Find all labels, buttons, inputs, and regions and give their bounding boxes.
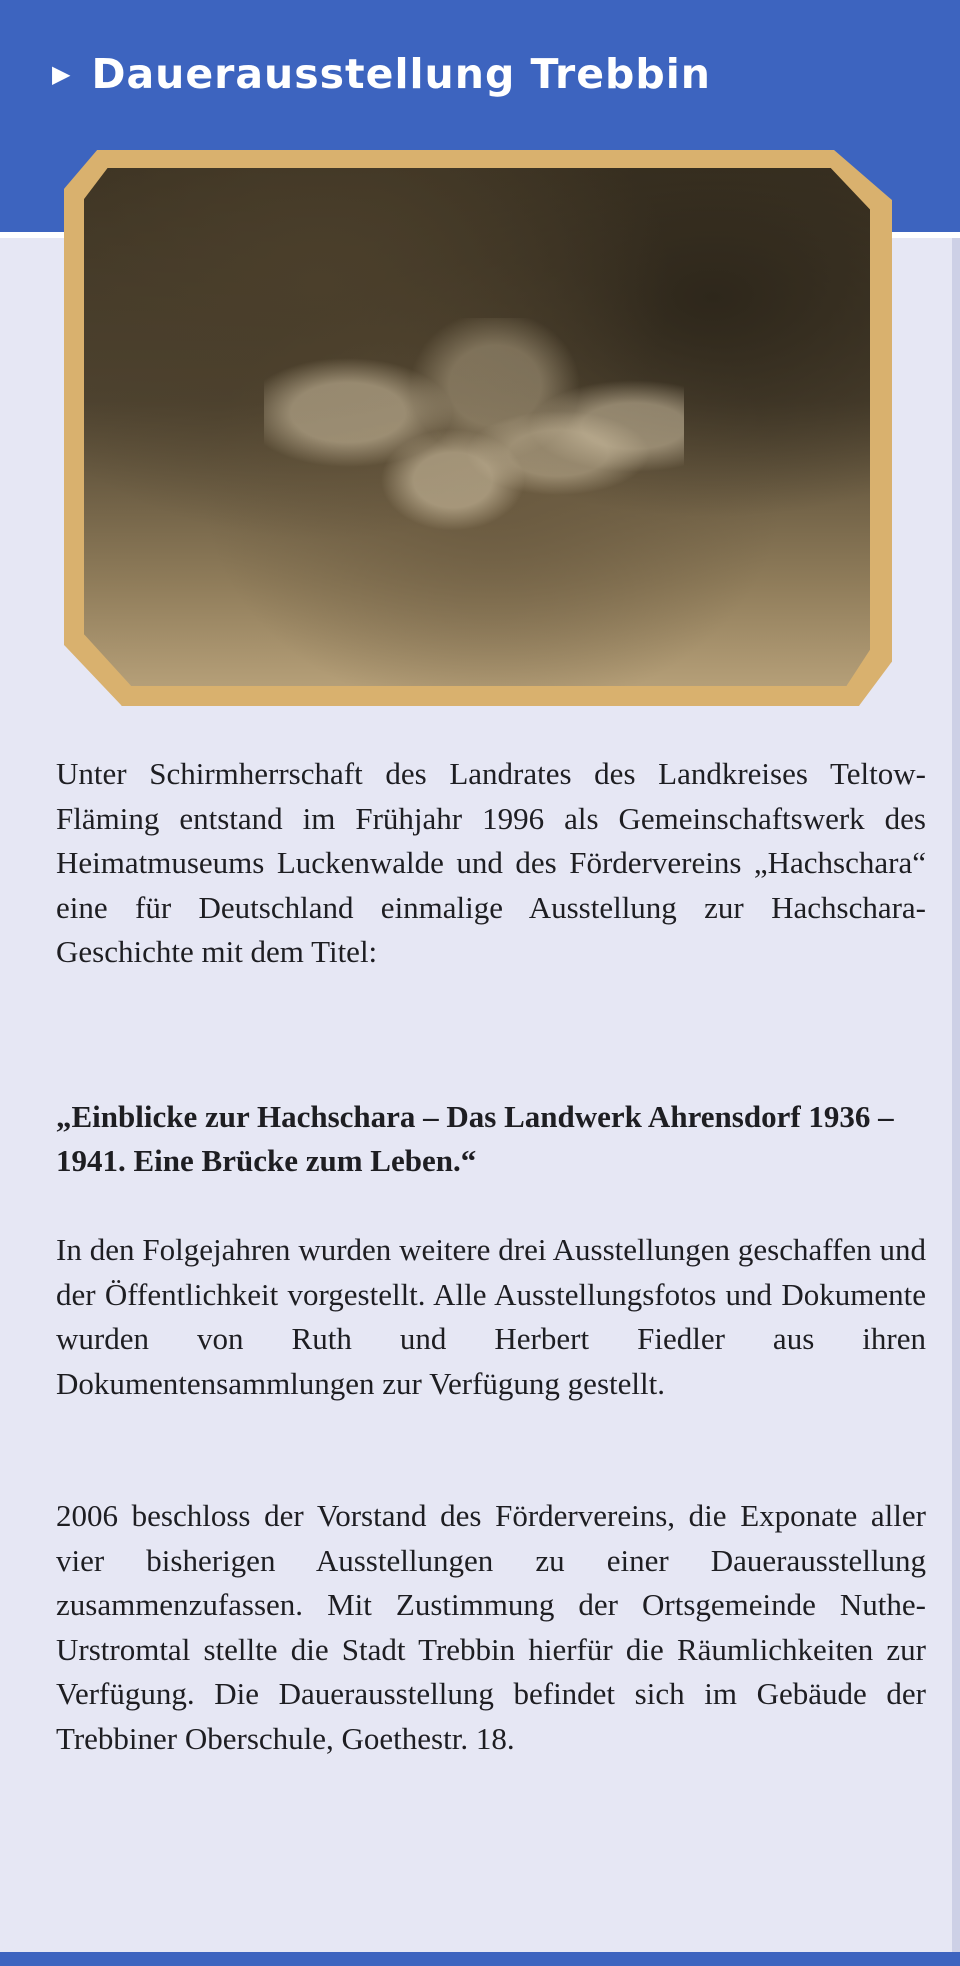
photo-group-figures [264,318,684,588]
historic-photo [64,150,892,706]
exhibition-title-quote: „Einblicke zur Hachschara – Das Landwerk Ahrensdorf 1936 – 1941. Eine Brücke zum Leben.“ [56,1099,894,1178]
page-title [52,50,711,98]
followup-paragraph: In den Folgejahren wurden weitere drei Ausstellungen geschaffen und der Öffentlichkeit vorgestellt. Alle Ausstellungsfotos und Dokumente wurden von Ruth und Herbert Fiedler aus ihren Dokumentensammlungen zur Verfügung gestellt. [56,1232,926,1401]
triangle-right-icon: ▶ [52,60,72,88]
page-title-text: Dauerausstellung Trebbin [91,50,711,98]
footer-band [0,1952,960,1966]
page-edge [952,238,960,1958]
photo-image [84,168,870,686]
permanent-exhibition-paragraph: 2006 beschloss der Vorstand des Fördervereins, die Exponate aller vier bisherigen Ausstellungen zu einer Dauerausstellung zusammenzufassen. Mit Zustimmung der Ortsgemeinde Nuthe-Urstromtal stellte die Stadt Trebbin hierfür die Räumlichkeiten zur Verfügung. Die Dauerausstellung befindet sich im Gebäude der Trebbiner Oberschule, Goethestr. 18. [56,1498,926,1756]
intro-paragraph: Unter Schirmherrschaft des Landrates des Landkreises Teltow-Fläming entstand im Frühjahr 1996 als Gemeinschaftswerk des Heimatmuseums Luckenwalde und des Fördervereins „Hachschara“ eine für Deutschland einmalige Ausstellung zur Hachschara-Geschichte mit dem Titel: [56,756,926,969]
